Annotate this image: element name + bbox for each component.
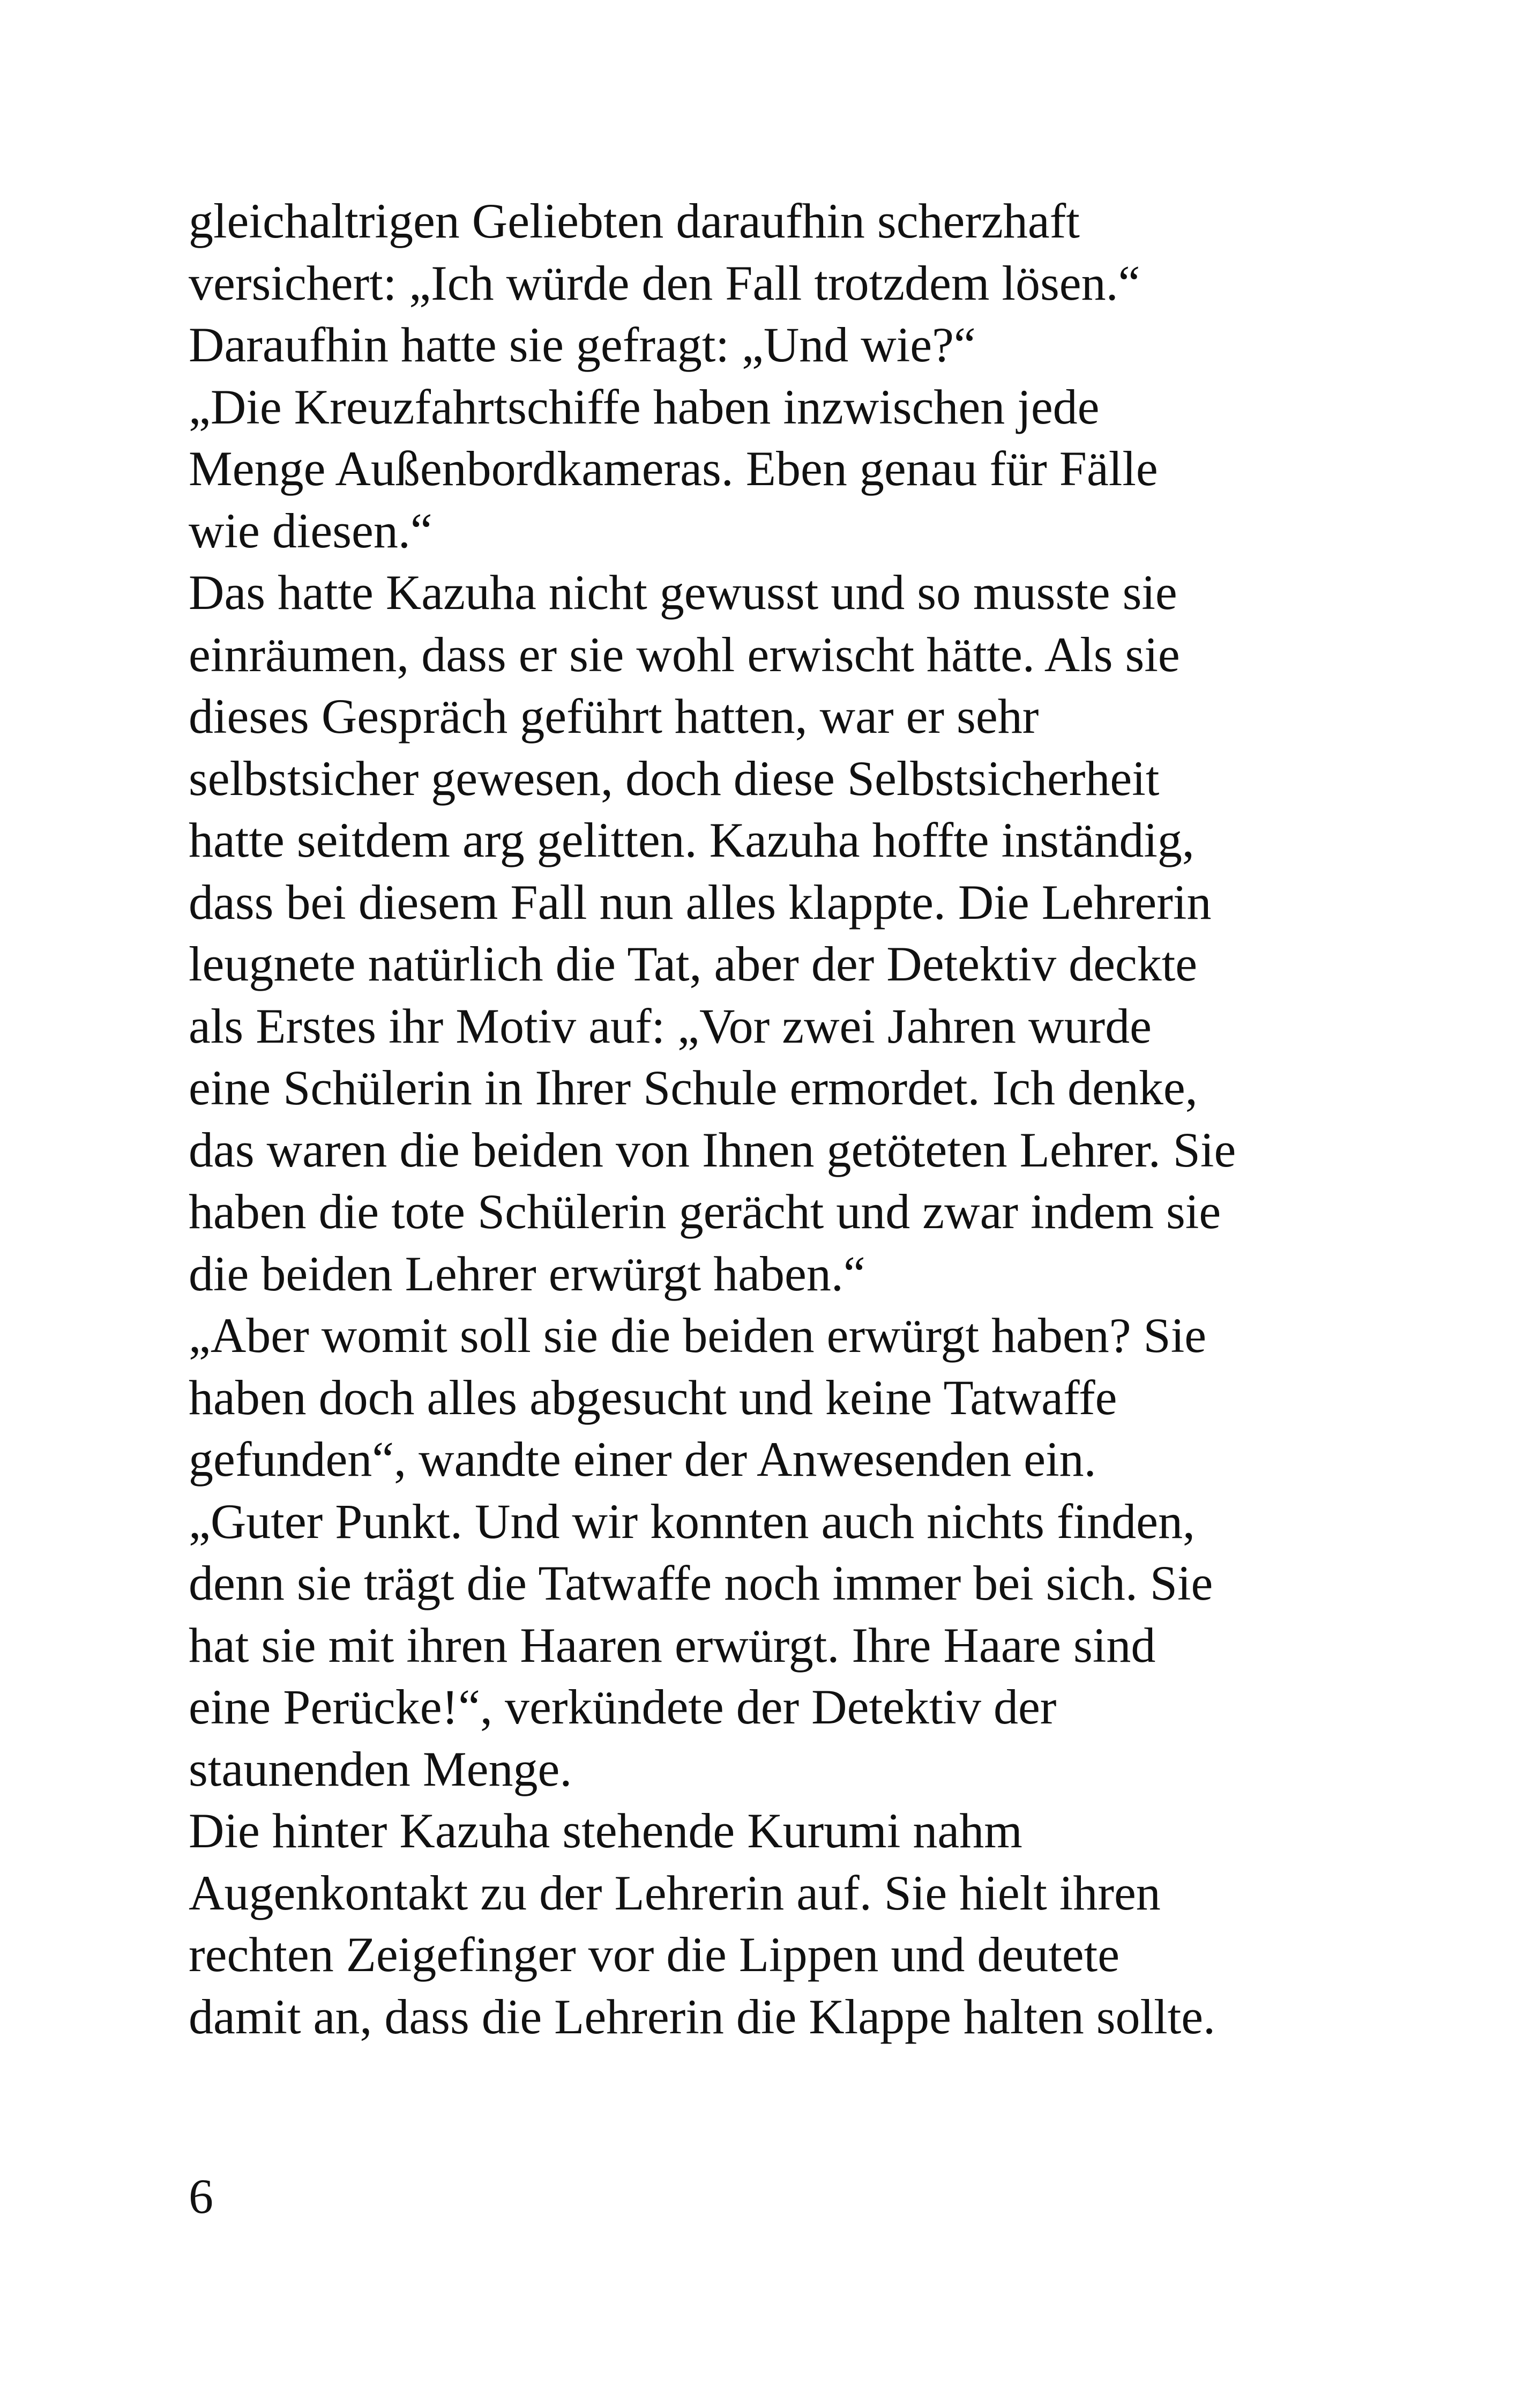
text-line: gleichaltrigen Geliebten daraufhin scherzhaft <box>189 194 1080 248</box>
text-line: dieses Gespräch geführt hatten, war er sehr <box>189 689 1039 744</box>
text-line: dass bei diesem Fall nun alles klappte. Die Lehrerin <box>189 874 1212 930</box>
text-line: das waren die beiden von Ihnen getöteten Lehrer. Sie <box>189 1122 1236 1177</box>
text-line: Augenkontakt zu der Lehrerin auf. Sie hielt ihren <box>189 1865 1161 1920</box>
text-line: selbstsicher gewesen, doch diese Selbstsicherheit <box>189 750 1160 806</box>
text-line: „Aber womit soll sie die beiden erwürgt haben? Sie <box>189 1308 1207 1363</box>
text-line: hatte seitdem arg gelitten. Kazuha hoffte inständig, <box>189 813 1194 867</box>
text-line: staunenden Menge. <box>189 1741 572 1796</box>
page-number: 6 <box>189 2169 213 2224</box>
text-line: eine Schülerin in Ihrer Schule ermordet. Ich denke, <box>189 1060 1198 1115</box>
text-line: „Guter Punkt. Und wir konnten auch nichts finden, <box>189 1493 1195 1549</box>
text-line: Die hinter Kazuha stehende Kurumi nahm <box>189 1803 1022 1858</box>
text-line: Das hatte Kazuha nicht gewusst und so musste sie <box>189 565 1177 620</box>
text-line: leugnete natürlich die Tat, aber der Detektiv deckte <box>189 937 1198 991</box>
text-line: damit an, dass die Lehrerin die Klappe halten sollte. <box>189 1989 1216 2044</box>
text-line: denn sie trägt die Tatwaffe noch immer bei sich. Sie <box>189 1556 1213 1610</box>
text-line: „Die Kreuzfahrtschiffe haben inzwischen jede <box>189 379 1100 434</box>
text-line: versichert: „Ich würde den Fall trotzdem lösen.“ <box>189 255 1140 310</box>
text-line: einräumen, dass er sie wohl erwischt hätte. Als sie <box>189 627 1180 682</box>
text-line: gefunden“, wandte einer der Anwesenden ein. <box>189 1432 1096 1487</box>
text-line: haben die tote Schülerin gerächt und zwar indem sie <box>189 1184 1221 1239</box>
text-line: die beiden Lehrer erwürgt haben.“ <box>189 1246 865 1301</box>
text-line: Daraufhin hatte sie gefragt: „Und wie?“ <box>189 317 976 372</box>
text-line: hat sie mit ihren Haaren erwürgt. Ihre Haare sind <box>189 1617 1156 1673</box>
body-text <box>189 190 1421 2048</box>
text-line: wie diesen.“ <box>189 503 432 558</box>
text-line: als Erstes ihr Motiv auf: „Vor zwei Jahren wurde <box>189 998 1152 1053</box>
text-line: Menge Außenbordkameras. Eben genau für Fälle <box>189 441 1158 496</box>
text-line: rechten Zeigefinger vor die Lippen und deutete <box>189 1927 1120 1982</box>
text-line: haben doch alles abgesucht und keine Tatwaffe <box>189 1370 1117 1425</box>
text-line: eine Perücke!“, verkündete der Detektiv der <box>189 1679 1057 1734</box>
